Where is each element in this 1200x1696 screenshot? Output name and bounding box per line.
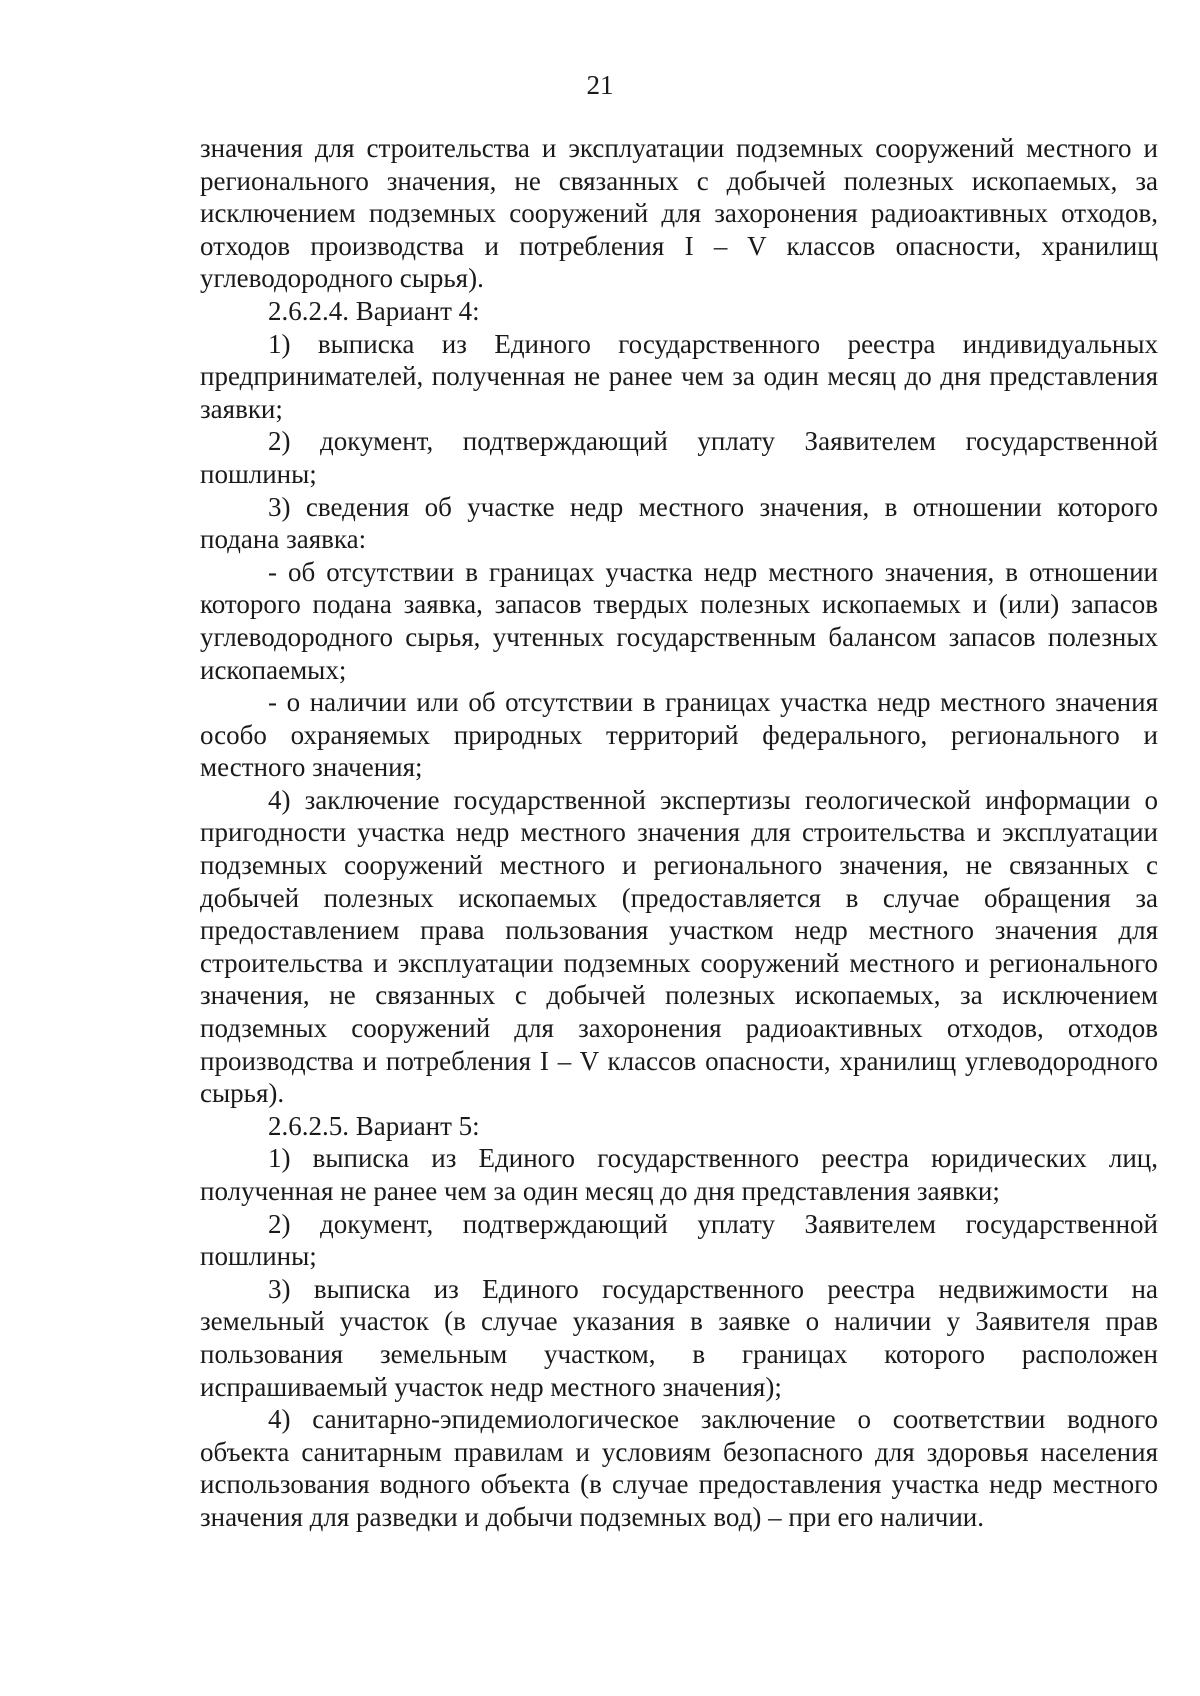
list-item: 2) документ, подтверждающий уплату Заявителем государственной пошлины; (200, 426, 1158, 489)
document-body (200, 132, 1158, 1534)
list-item: 3) выписка из Единого государственного реестра недвижимости на земельный участок (в случае указания в заявке о наличии у Заявителя прав пользования земельным участком, в границах которого расположен испрашиваемый участок недр местного значения); (200, 1273, 1158, 1402)
section-heading-variant-4: 2.6.2.4. Вариант 4: (268, 295, 480, 326)
page-number: 21 (586, 70, 614, 100)
list-item: 4) санитарно-эпидемиологическое заключение о соответствии водного объекта санитарным правилам и условиям безопасного для здоровья населения использования водного объекта (в случае предоставления участка недр местного значения для разведки и добычи подземных вод) – при его наличии. (200, 1404, 1158, 1532)
paragraph-continuation: значения для строительства и эксплуатации подземных сооружений местного и регионального значения, не связанных с добычей полезных ископаемых, за исключением подземных сооружений для захоронения радиоактивных отходов, отходов производства и потребления I – V классов опасности, хранилищ углеводородного сырья). (200, 133, 1158, 294)
list-item: 3) сведения об участке недр местного значения, в отношении которого подана заявка: (200, 491, 1158, 555)
list-item: 4) заключение государственной экспертизы геологической информации о пригодности участка недр местного значения для строительства и эксплуатации подземных сооружений местного и регионального значения, не связанных с добычей полезных ископаемых (предоставляется в случае обращения за предоставлением права пользования участком недр местного значения для строительства и эксплуатации подземных сооружений местного и регионального значения, не связанных с добычей полезных ископаемых, за исключением подземных сооружений для захоронения радиоактивных отходов, отходов производства и потребления I – V классов опасности, хранилищ углеводородного сырья). (200, 784, 1158, 1109)
list-item: 2) документ, подтверждающий уплату Заявителем государственной пошлины; (200, 1208, 1158, 1272)
section-heading-variant-5: 2.6.2.5. Вариант 5: (268, 1110, 480, 1141)
list-item: 1) выписка из Единого государственного реестра индивидуальных предпринимателей, полученная не ранее чем за один месяц до дня представления заявки; (200, 328, 1158, 424)
sub-list-item: - о наличии или об отсутствии в границах участка недр местного значения особо охраняемых природных территорий федерального, регионального и местного значения; (200, 687, 1158, 783)
sub-list-item: - об отсутствии в границах участка недр местного значения, в отношении которого подана заявка, запасов твердых полезных ископаемых и (или) запасов углеводородного сырья, учтенных государственным балансом запасов полезных ископаемых; (200, 556, 1158, 685)
list-item: 1) выписка из Единого государственного реестра юридических лиц, полученная не ранее чем за один месяц до дня представления заявки; (200, 1143, 1158, 1206)
